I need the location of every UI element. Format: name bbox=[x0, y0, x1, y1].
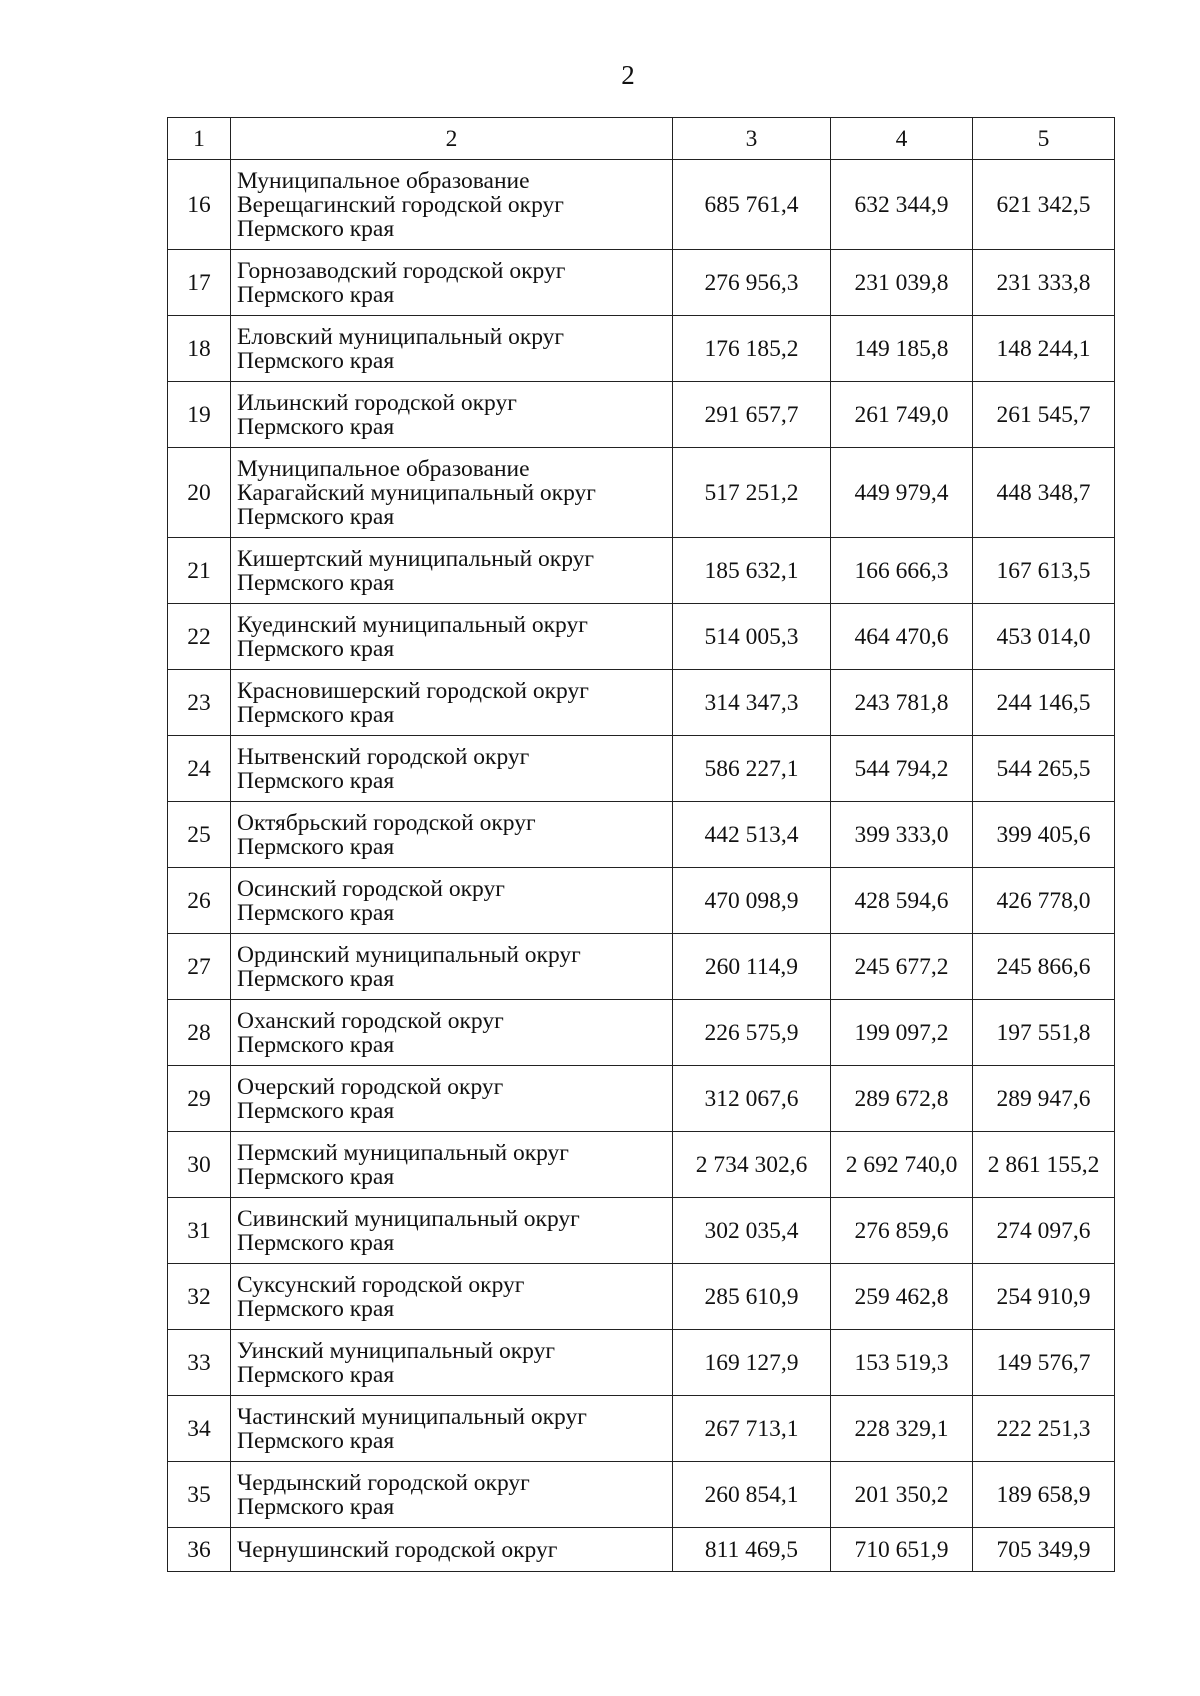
table-row bbox=[168, 448, 1115, 538]
row-number: 36 bbox=[168, 1528, 231, 1572]
municipality-name: Осинский городской округ Пермского края bbox=[231, 868, 673, 934]
table-row bbox=[168, 1462, 1115, 1528]
table-header bbox=[168, 118, 1115, 160]
municipality-name: Куединский муниципальный округ Пермского края bbox=[231, 604, 673, 670]
header-col-1: 1 bbox=[168, 118, 231, 160]
value-col-5: 2 861 155,2 bbox=[973, 1132, 1115, 1198]
value-col-4: 261 749,0 bbox=[831, 382, 973, 448]
table-row bbox=[168, 1330, 1115, 1396]
value-col-5: 167 613,5 bbox=[973, 538, 1115, 604]
table-row bbox=[168, 604, 1115, 670]
value-col-3: 260 114,9 bbox=[673, 934, 831, 1000]
value-col-4: 259 462,8 bbox=[831, 1264, 973, 1330]
value-col-5: 231 333,8 bbox=[973, 250, 1115, 316]
table-row bbox=[168, 670, 1115, 736]
municipality-name: Октябрьский городской округ Пермского края bbox=[231, 802, 673, 868]
value-col-4: 289 672,8 bbox=[831, 1066, 973, 1132]
value-col-5: 197 551,8 bbox=[973, 1000, 1115, 1066]
value-col-5: 274 097,6 bbox=[973, 1198, 1115, 1264]
header-col-4: 4 bbox=[831, 118, 973, 160]
row-number: 19 bbox=[168, 382, 231, 448]
row-number: 16 bbox=[168, 160, 231, 250]
row-number: 25 bbox=[168, 802, 231, 868]
municipality-name: Красновишерский городской округ Пермского края bbox=[231, 670, 673, 736]
value-col-4: 276 859,6 bbox=[831, 1198, 973, 1264]
header-col-5: 5 bbox=[973, 118, 1115, 160]
value-col-4: 243 781,8 bbox=[831, 670, 973, 736]
value-col-3: 811 469,5 bbox=[673, 1528, 831, 1572]
value-col-4: 199 097,2 bbox=[831, 1000, 973, 1066]
municipality-name: Сивинский муниципальный округ Пермского края bbox=[231, 1198, 673, 1264]
table-row bbox=[168, 1396, 1115, 1462]
value-col-3: 442 513,4 bbox=[673, 802, 831, 868]
row-number: 24 bbox=[168, 736, 231, 802]
value-col-5: 544 265,5 bbox=[973, 736, 1115, 802]
municipality-name: Пермский муниципальный округ Пермского края bbox=[231, 1132, 673, 1198]
row-number: 30 bbox=[168, 1132, 231, 1198]
table-row bbox=[168, 160, 1115, 250]
value-col-4: 449 979,4 bbox=[831, 448, 973, 538]
value-col-5: 222 251,3 bbox=[973, 1396, 1115, 1462]
value-col-5: 426 778,0 bbox=[973, 868, 1115, 934]
table-row bbox=[168, 1132, 1115, 1198]
row-number: 35 bbox=[168, 1462, 231, 1528]
municipality-name: Нытвенский городской округ Пермского края bbox=[231, 736, 673, 802]
header-col-2: 2 bbox=[231, 118, 673, 160]
municipality-name: Чердынский городской округ Пермского края bbox=[231, 1462, 673, 1528]
municipality-name: Суксунский городской округ Пермского края bbox=[231, 1264, 673, 1330]
row-number: 26 bbox=[168, 868, 231, 934]
table-row bbox=[168, 1066, 1115, 1132]
value-col-3: 260 854,1 bbox=[673, 1462, 831, 1528]
header-col-3: 3 bbox=[673, 118, 831, 160]
value-col-4: 632 344,9 bbox=[831, 160, 973, 250]
row-number: 18 bbox=[168, 316, 231, 382]
table-row bbox=[168, 736, 1115, 802]
value-col-4: 201 350,2 bbox=[831, 1462, 973, 1528]
row-number: 27 bbox=[168, 934, 231, 1000]
row-number: 31 bbox=[168, 1198, 231, 1264]
value-col-4: 228 329,1 bbox=[831, 1396, 973, 1462]
municipality-name: Еловский муниципальный округ Пермского края bbox=[231, 316, 673, 382]
table-row bbox=[168, 316, 1115, 382]
value-col-3: 312 067,6 bbox=[673, 1066, 831, 1132]
value-col-5: 261 545,7 bbox=[973, 382, 1115, 448]
value-col-4: 149 185,8 bbox=[831, 316, 973, 382]
value-col-4: 399 333,0 bbox=[831, 802, 973, 868]
value-col-4: 428 594,6 bbox=[831, 868, 973, 934]
municipality-name: Ординский муниципальный округ Пермского края bbox=[231, 934, 673, 1000]
table-row bbox=[168, 868, 1115, 934]
table-row bbox=[168, 1264, 1115, 1330]
value-col-4: 2 692 740,0 bbox=[831, 1132, 973, 1198]
value-col-4: 166 666,3 bbox=[831, 538, 973, 604]
value-col-4: 464 470,6 bbox=[831, 604, 973, 670]
value-col-3: 514 005,3 bbox=[673, 604, 831, 670]
table-row bbox=[168, 538, 1115, 604]
row-number: 22 bbox=[168, 604, 231, 670]
value-col-3: 517 251,2 bbox=[673, 448, 831, 538]
municipality-name: Муниципальное образование Верещагинский городской округ Пермского края bbox=[231, 160, 673, 250]
table-body bbox=[168, 160, 1115, 1572]
value-col-3: 169 127,9 bbox=[673, 1330, 831, 1396]
row-number: 21 bbox=[168, 538, 231, 604]
table-row bbox=[168, 1528, 1115, 1572]
table-row bbox=[168, 1000, 1115, 1066]
row-number: 28 bbox=[168, 1000, 231, 1066]
value-col-5: 448 348,7 bbox=[973, 448, 1115, 538]
table-row bbox=[168, 1198, 1115, 1264]
value-col-3: 470 098,9 bbox=[673, 868, 831, 934]
value-col-3: 285 610,9 bbox=[673, 1264, 831, 1330]
table-row bbox=[168, 934, 1115, 1000]
value-col-3: 276 956,3 bbox=[673, 250, 831, 316]
value-col-3: 185 632,1 bbox=[673, 538, 831, 604]
row-number: 23 bbox=[168, 670, 231, 736]
value-col-5: 244 146,5 bbox=[973, 670, 1115, 736]
row-number: 34 bbox=[168, 1396, 231, 1462]
value-col-5: 399 405,6 bbox=[973, 802, 1115, 868]
table-row bbox=[168, 802, 1115, 868]
value-col-5: 148 244,1 bbox=[973, 316, 1115, 382]
municipality-name: Муниципальное образование Карагайский муниципальный округ Пермского края bbox=[231, 448, 673, 538]
budget-table bbox=[167, 117, 1115, 1572]
value-col-5: 705 349,9 bbox=[973, 1528, 1115, 1572]
row-number: 33 bbox=[168, 1330, 231, 1396]
municipality-name: Очерский городской округ Пермского края bbox=[231, 1066, 673, 1132]
value-col-3: 314 347,3 bbox=[673, 670, 831, 736]
value-col-4: 710 651,9 bbox=[831, 1528, 973, 1572]
value-col-5: 189 658,9 bbox=[973, 1462, 1115, 1528]
municipality-name: Ильинский городской округ Пермского края bbox=[231, 382, 673, 448]
municipality-name: Кишертский муниципальный округ Пермского края bbox=[231, 538, 673, 604]
value-col-5: 245 866,6 bbox=[973, 934, 1115, 1000]
value-col-4: 544 794,2 bbox=[831, 736, 973, 802]
value-col-5: 621 342,5 bbox=[973, 160, 1115, 250]
value-col-3: 685 761,4 bbox=[673, 160, 831, 250]
municipality-name: Частинский муниципальный округ Пермского края bbox=[231, 1396, 673, 1462]
value-col-5: 453 014,0 bbox=[973, 604, 1115, 670]
table-row bbox=[168, 250, 1115, 316]
row-number: 20 bbox=[168, 448, 231, 538]
municipality-name: Чернушинский городской округ bbox=[231, 1528, 673, 1572]
value-col-3: 2 734 302,6 bbox=[673, 1132, 831, 1198]
row-number: 32 bbox=[168, 1264, 231, 1330]
value-col-4: 153 519,3 bbox=[831, 1330, 973, 1396]
municipality-name: Горнозаводский городской округ Пермского края bbox=[231, 250, 673, 316]
value-col-4: 245 677,2 bbox=[831, 934, 973, 1000]
municipality-name: Уинский муниципальный округ Пермского края bbox=[231, 1330, 673, 1396]
value-col-3: 176 185,2 bbox=[673, 316, 831, 382]
page-number: 2 bbox=[621, 60, 635, 90]
value-col-3: 226 575,9 bbox=[673, 1000, 831, 1066]
value-col-3: 302 035,4 bbox=[673, 1198, 831, 1264]
value-col-5: 254 910,9 bbox=[973, 1264, 1115, 1330]
table-row bbox=[168, 382, 1115, 448]
value-col-5: 149 576,7 bbox=[973, 1330, 1115, 1396]
row-number: 17 bbox=[168, 250, 231, 316]
value-col-3: 267 713,1 bbox=[673, 1396, 831, 1462]
value-col-3: 291 657,7 bbox=[673, 382, 831, 448]
row-number: 29 bbox=[168, 1066, 231, 1132]
header-row bbox=[168, 118, 1115, 160]
value-col-4: 231 039,8 bbox=[831, 250, 973, 316]
municipality-name: Оханский городской округ Пермского края bbox=[231, 1000, 673, 1066]
value-col-5: 289 947,6 bbox=[973, 1066, 1115, 1132]
value-col-3: 586 227,1 bbox=[673, 736, 831, 802]
